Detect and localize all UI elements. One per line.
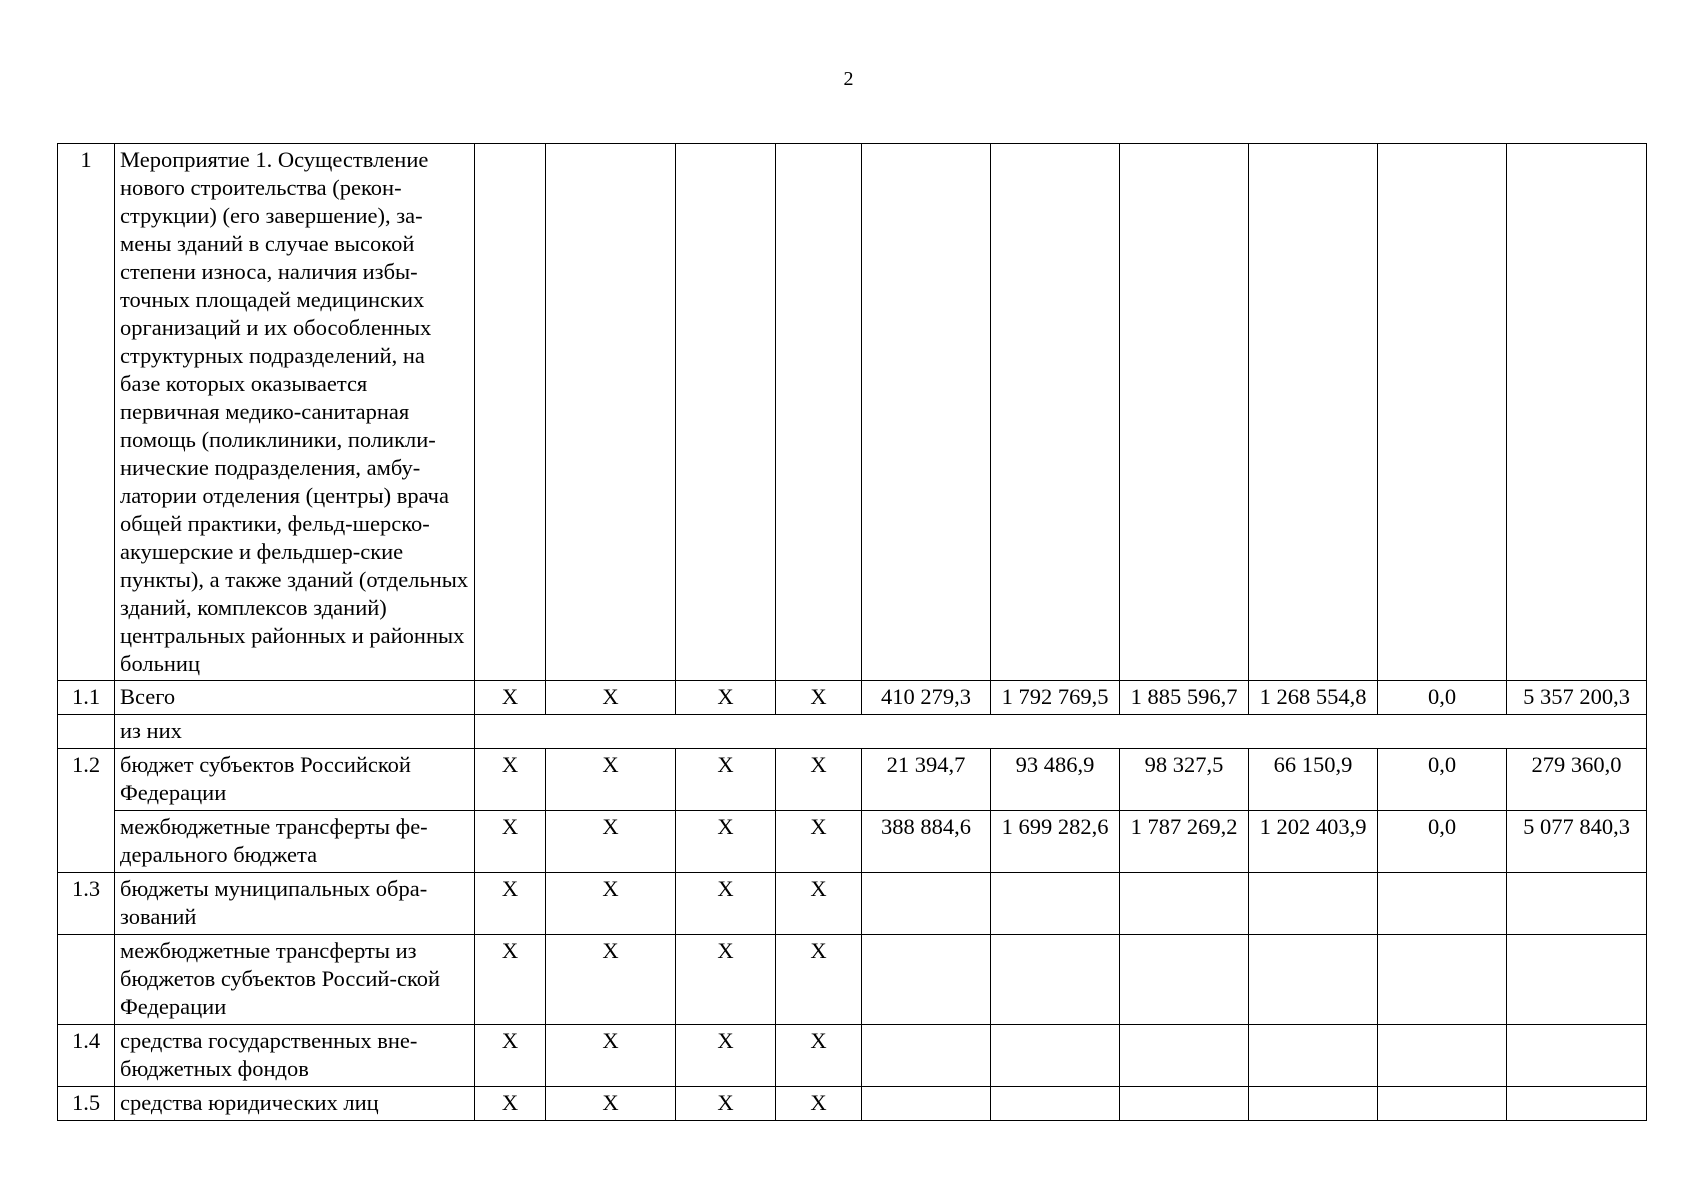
value-cell: 0,0 bbox=[1378, 681, 1507, 715]
mark-cell: X bbox=[475, 1025, 546, 1087]
mark-cell: X bbox=[676, 873, 776, 935]
table-row bbox=[58, 681, 1647, 715]
value-cell bbox=[1507, 873, 1647, 935]
value-cell: 1 787 269,2 bbox=[1120, 811, 1249, 873]
value-cell bbox=[1120, 935, 1249, 1025]
row-number bbox=[58, 935, 115, 1025]
value-cell bbox=[1378, 1087, 1507, 1121]
row-name: средства государственных вне-бюджетных фондов bbox=[115, 1025, 475, 1087]
value-cell: 1 792 769,5 bbox=[991, 681, 1120, 715]
value-cell: 1 699 282,6 bbox=[991, 811, 1120, 873]
value-cell: 279 360,0 bbox=[1507, 749, 1647, 811]
value-cell bbox=[1249, 873, 1378, 935]
value-cell: 1 202 403,9 bbox=[1249, 811, 1378, 873]
value-cell: 5 357 200,3 bbox=[1507, 681, 1647, 715]
value-cell bbox=[1507, 1025, 1647, 1087]
table-row bbox=[58, 811, 1647, 873]
value-cell bbox=[991, 935, 1120, 1025]
value-cell bbox=[1507, 144, 1647, 681]
mark-cell: X bbox=[546, 935, 676, 1025]
value-cell bbox=[1249, 935, 1378, 1025]
row-name: межбюджетные трансферты из бюджетов субъектов Россий-ской Федерации bbox=[115, 935, 475, 1025]
mark-cell bbox=[475, 144, 546, 681]
mark-cell: X bbox=[475, 811, 546, 873]
mark-cell: X bbox=[475, 1087, 546, 1121]
value-cell bbox=[1378, 1025, 1507, 1087]
row-name: средства юридических лиц bbox=[115, 1087, 475, 1121]
mark-cell: X bbox=[776, 811, 862, 873]
table-row bbox=[58, 1025, 1647, 1087]
mark-cell bbox=[546, 144, 676, 681]
mark-cell: X bbox=[776, 749, 862, 811]
mark-cell: X bbox=[776, 1087, 862, 1121]
value-cell: 98 327,5 bbox=[1120, 749, 1249, 811]
mark-cell: X bbox=[776, 873, 862, 935]
value-cell bbox=[1378, 144, 1507, 681]
mark-cell: X bbox=[546, 681, 676, 715]
mark-cell: X bbox=[676, 935, 776, 1025]
value-cell: 0,0 bbox=[1378, 811, 1507, 873]
mark-cell: X bbox=[546, 1025, 676, 1087]
merged-empty-cell bbox=[475, 715, 1647, 749]
value-cell bbox=[1249, 1025, 1378, 1087]
table-row bbox=[58, 873, 1647, 935]
mark-cell: X bbox=[475, 681, 546, 715]
page-number: 2 bbox=[843, 68, 854, 90]
table-row bbox=[58, 144, 1647, 681]
value-cell: 0,0 bbox=[1378, 749, 1507, 811]
value-cell bbox=[1120, 873, 1249, 935]
mark-cell bbox=[776, 144, 862, 681]
mark-cell: X bbox=[475, 935, 546, 1025]
value-cell bbox=[1120, 1087, 1249, 1121]
mark-cell: X bbox=[546, 1087, 676, 1121]
value-cell: 66 150,9 bbox=[1249, 749, 1378, 811]
value-cell bbox=[991, 1025, 1120, 1087]
value-cell bbox=[862, 144, 991, 681]
value-cell bbox=[862, 1087, 991, 1121]
mark-cell: X bbox=[475, 873, 546, 935]
value-cell bbox=[1249, 144, 1378, 681]
table-row bbox=[58, 715, 1647, 749]
row-number: 1.3 bbox=[58, 873, 115, 935]
budget-table bbox=[57, 143, 1647, 1121]
row-number: 1.2 bbox=[58, 749, 115, 873]
table-row bbox=[58, 935, 1647, 1025]
mark-cell: X bbox=[546, 811, 676, 873]
row-number: 1.4 bbox=[58, 1025, 115, 1087]
mark-cell: X bbox=[546, 749, 676, 811]
value-cell bbox=[1507, 1087, 1647, 1121]
row-number bbox=[58, 715, 115, 749]
value-cell bbox=[991, 144, 1120, 681]
value-cell bbox=[991, 1087, 1120, 1121]
row-number: 1 bbox=[58, 144, 115, 681]
value-cell: 1 885 596,7 bbox=[1120, 681, 1249, 715]
value-cell bbox=[1120, 144, 1249, 681]
mark-cell: X bbox=[546, 873, 676, 935]
value-cell: 93 486,9 bbox=[991, 749, 1120, 811]
mark-cell: X bbox=[776, 681, 862, 715]
mark-cell: X bbox=[676, 1087, 776, 1121]
mark-cell: X bbox=[776, 935, 862, 1025]
value-cell: 388 884,6 bbox=[862, 811, 991, 873]
value-cell bbox=[862, 873, 991, 935]
row-name: бюджет субъектов Российской Федерации bbox=[115, 749, 475, 811]
value-cell bbox=[1378, 873, 1507, 935]
value-cell: 5 077 840,3 bbox=[1507, 811, 1647, 873]
mark-cell: X bbox=[676, 811, 776, 873]
row-name: бюджеты муниципальных обра-зований bbox=[115, 873, 475, 935]
mark-cell: X bbox=[776, 1025, 862, 1087]
value-cell bbox=[862, 1025, 991, 1087]
mark-cell: X bbox=[676, 681, 776, 715]
value-cell bbox=[862, 935, 991, 1025]
value-cell bbox=[1120, 1025, 1249, 1087]
value-cell bbox=[1378, 935, 1507, 1025]
row-name: Мероприятие 1. Осуществление нового строительства (рекон-струкции) (его завершение), за-мены зданий в случае высокой степени износа, наличия избы-точных площадей медицинских организаций и их обособленных структурных подразделений, на базе которых оказывается первичная медико-санитарная помощь (поликлиники, поликли-нические подразделения, амбу-латории отделения (центры) врача общей практики, фельд-шерско-акушерские и фельдшер-ские пункты), а также зданий (отдельных зданий, комплексов зданий) центральных районных и районных больниц bbox=[115, 144, 475, 681]
row-name: Всего bbox=[115, 681, 475, 715]
value-cell: 21 394,7 bbox=[862, 749, 991, 811]
mark-cell: X bbox=[475, 749, 546, 811]
table-row bbox=[58, 1087, 1647, 1121]
row-name: из них bbox=[115, 715, 475, 749]
value-cell: 1 268 554,8 bbox=[1249, 681, 1378, 715]
row-number: 1.1 bbox=[58, 681, 115, 715]
value-cell bbox=[991, 873, 1120, 935]
mark-cell: X bbox=[676, 749, 776, 811]
row-name: межбюджетные трансферты фе-дерального бюджета bbox=[115, 811, 475, 873]
mark-cell bbox=[676, 144, 776, 681]
value-cell: 410 279,3 bbox=[862, 681, 991, 715]
table-row bbox=[58, 749, 1647, 811]
row-number: 1.5 bbox=[58, 1087, 115, 1121]
mark-cell: X bbox=[676, 1025, 776, 1087]
value-cell bbox=[1507, 935, 1647, 1025]
value-cell bbox=[1249, 1087, 1378, 1121]
